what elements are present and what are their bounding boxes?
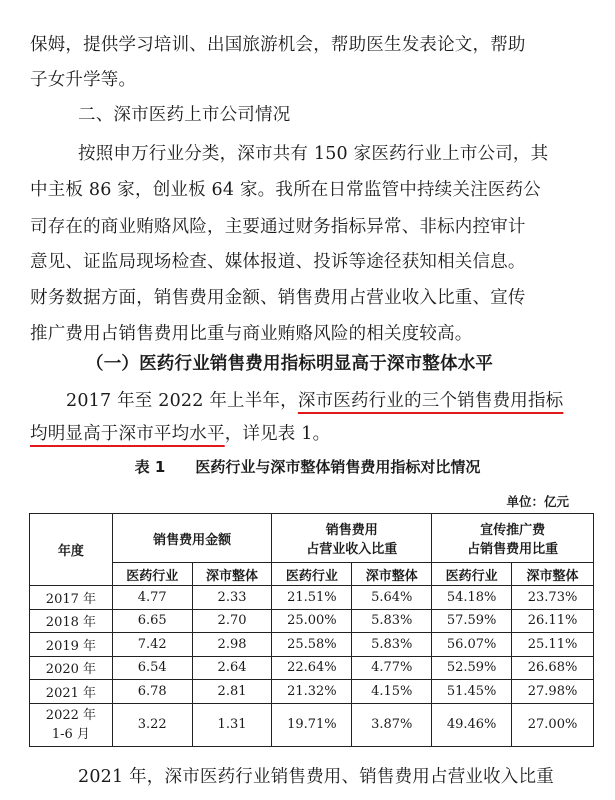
cell-value: 6.78 [112,680,192,704]
table-row [30,656,594,680]
cell-value: 25.58% [272,633,352,657]
table-row [30,703,594,746]
header-year: 年度 [30,514,113,586]
cell-value: 3.22 [112,703,192,746]
table-row [30,609,594,633]
paragraph-line: 财务数据方面，销售费用金额、销售费用占营业收入比重、宣传 [30,288,526,308]
cell-value: 21.32% [272,680,352,704]
subheader-pharma: 医药行业 [432,563,512,586]
cell-value: 4.15% [352,680,432,704]
comparison-table [29,513,594,747]
cell-value: 2.98 [192,633,272,657]
cell-year: 2020 年 [30,656,113,680]
cell-value: 6.54 [112,656,192,680]
cell-value: 51.45% [432,680,512,704]
subheader-market: 深市整体 [512,563,594,586]
paragraph-line: 司存在的商业贿赂风险，主要通过财务指标异常、非标内控审计 [30,217,526,237]
header-sales-expense: 销售费用金额 [112,514,272,563]
cell-value: 3.87% [352,703,432,746]
cell-value: 25.00% [272,609,352,633]
cell-value: 4.77% [352,656,432,680]
highlighted-text: 深市医药行业的三个销售费用指标 [297,391,564,411]
table-caption: 表 1 医药行业与深市整体销售费用指标对比情况 [134,458,481,476]
cell-value: 25.11% [512,633,594,657]
cell-value: 1.31 [192,703,272,746]
cell-year: 2021 年 [30,680,113,704]
paragraph-line [66,387,563,412]
header-line: 占销售费用比重 [467,542,559,557]
cell-value: 21.51% [272,586,352,610]
subheader-pharma: 医药行业 [272,563,352,586]
table-row [30,633,594,657]
paragraph-line: 子女升学等。 [30,70,137,90]
section-heading: 二、深市医药上市公司情况 [78,105,291,125]
cell-value: 5.83% [352,609,432,633]
year-line: 2022 年 [45,707,97,723]
subheader-market: 深市整体 [352,563,432,586]
cell-value: 7.42 [112,633,192,657]
cell-value: 22.64% [272,656,352,680]
cell-value: 2.33 [192,586,272,610]
cell-value: 52.59% [432,656,512,680]
paragraph-line: 中主板 86 家，创业板 64 家。我所在日常监管中持续关注医药公 [30,180,541,200]
cell-value: 23.73% [512,586,594,610]
cell-year: 2019 年 [30,633,113,657]
cell-value: 2.64 [192,656,272,680]
paragraph-line [30,420,330,445]
header-line: 占营业收入比重 [306,542,398,557]
subheader-pharma: 医药行业 [112,563,192,586]
table-unit: 单位：亿元 [506,494,569,509]
subsection-heading: （一）医药行业销售费用指标明显高于深市整体水平 [86,354,494,374]
cell-value: 26.68% [512,656,594,680]
cell-value: 27.00% [512,703,594,746]
header-line: 宣传推广费 [480,523,546,538]
cell-year: 2017 年 [30,586,113,610]
cell-value: 26.11% [512,609,594,633]
cell-year: 2018 年 [30,609,113,633]
subheader-market: 深市整体 [192,563,272,586]
cell-value: 27.98% [512,680,594,704]
paragraph-line: 按照申万行业分类，深市共有 150 家医药行业上市公司，其 [78,144,549,164]
header-promotion-ratio [432,514,594,563]
cell-value: 2.81 [192,680,272,704]
cell-value: 5.64% [352,586,432,610]
cell-value: 49.46% [432,703,512,746]
cell-value: 19.71% [272,703,352,746]
year-line: 1-6 月 [51,726,90,742]
header-sales-ratio [272,514,432,563]
paragraph-line: 2021 年，深市医药行业销售费用、销售费用占营业收入比重 [78,767,554,787]
table-row [30,680,594,704]
cell-value: 54.18% [432,586,512,610]
cell-year [30,703,113,746]
cell-value: 4.77 [112,586,192,610]
cell-value: 5.83% [352,633,432,657]
cell-value: 57.59% [432,609,512,633]
highlighted-text: 均明显高于深市平均水平 [30,424,225,444]
cell-value: 6.65 [112,609,192,633]
table-row [30,586,594,610]
paragraph-line: 意见、证监局现场检查、媒体报道、投诉等途径获知相关信息。 [30,252,526,272]
cell-value: 2.70 [192,609,272,633]
paragraph-text: 2017 年至 2022 年上半年， [66,391,298,411]
paragraph-text: ，详见表 1。 [224,424,331,444]
paragraph-line: 推广费用占销售费用比重与商业贿赂风险的相关度较高。 [30,324,473,344]
header-line: 销售费用 [325,523,378,538]
cell-value: 56.07% [432,633,512,657]
paragraph-line: 保姆，提供学习培训、出国旅游机会，帮助医生发表论文，帮助 [30,35,526,55]
